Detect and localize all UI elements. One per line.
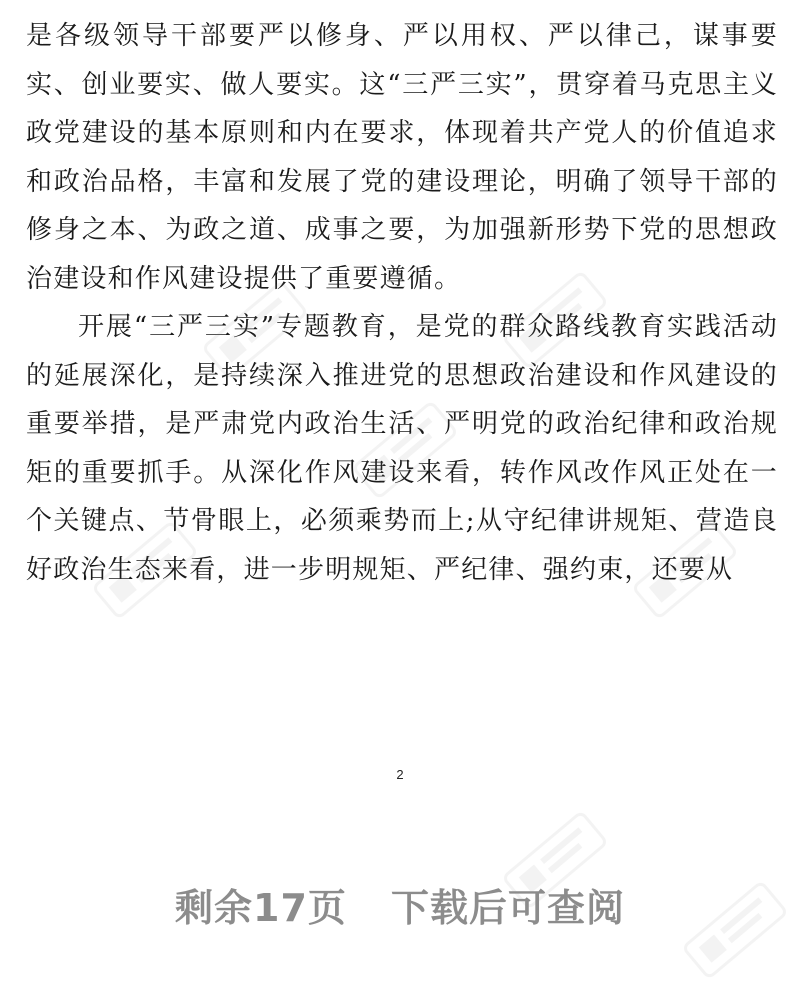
document-body	[26, 12, 778, 594]
paragraph-1: 是各级领导干部要严以修身、严以用权、严以律己，谋事要实、创业要实、做人要实。这“三严三实”，贯穿着马克思主义政党建设的基本原则和内在要求，体现着共产党人的价值追求和政治品格，丰富和发展了党的建设理论，明确了领导干部的修身之本、为政之道、成事之要，为加强新形势下党的思想政治建设和作风建设提供了重要遵循。	[26, 21, 778, 294]
page-number: 2	[396, 767, 404, 782]
paragraph-2: 开展“三严三实”专题教育，是党的群众路线教育实践活动的延展深化，是持续深入推进党的思想政治建设和作风建设的重要举措，是严肃党内政治生活、严明党的政治纪律和政治规矩的重要抓手。从深化作风建设来看，转作风改作风正处在一个关键点、节骨眼上，必须乘势而上;从守纪律讲规矩、营造良好政治生态来看，进一步明规矩、严纪律、强约束，还要从	[26, 312, 778, 585]
remaining-pages-label: 剩余17页	[175, 886, 347, 930]
download-to-view-label: 下载后可查阅	[390, 886, 625, 930]
remaining-pages-banner[interactable]	[0, 877, 800, 932]
